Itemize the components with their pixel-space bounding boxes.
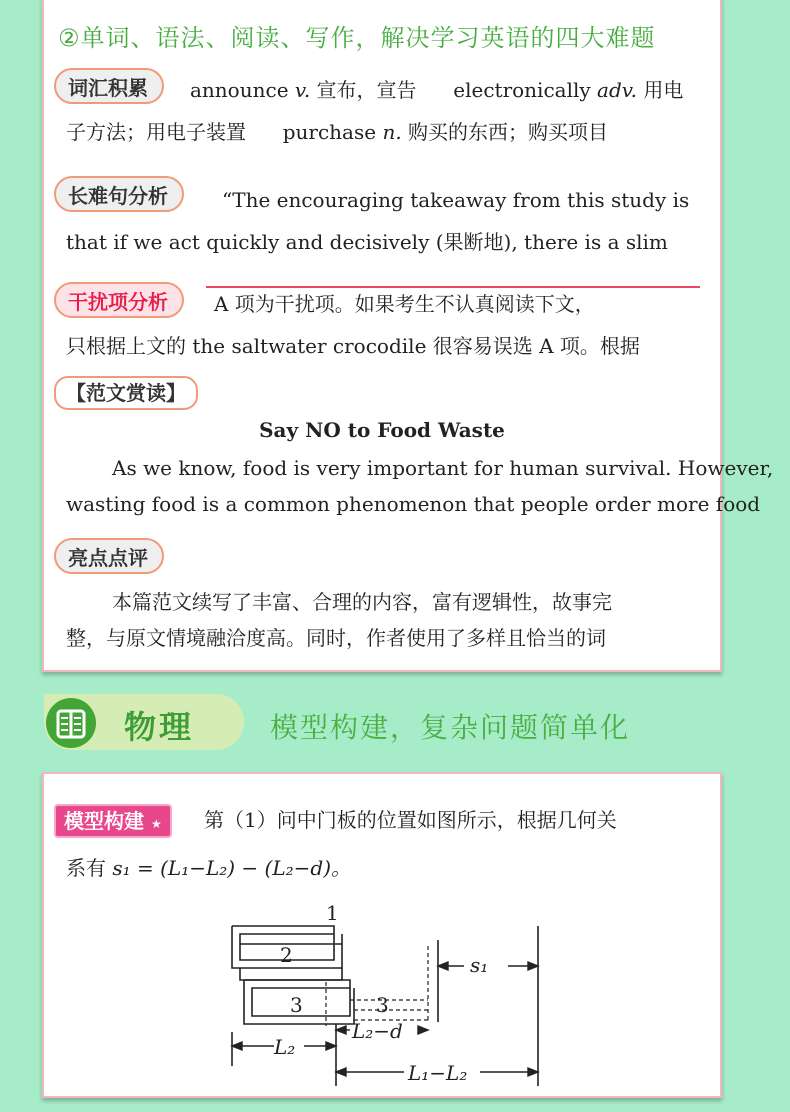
highlights-line-2: 整，与原文情境融洽度高。同时，作者使用了多样且恰当的词 bbox=[66, 626, 606, 650]
book-icon bbox=[46, 698, 96, 748]
highlights-line-1: 本篇范文续写了丰富、合理的内容，富有逻辑性，故事完 bbox=[112, 590, 612, 614]
label-plate-1: 1 bbox=[326, 901, 339, 925]
essay-line-1: As we know, food is very important for human survival. However, bbox=[112, 456, 774, 480]
vocab-line-2: 子方法；用电子装置 purchase n. 购买的东西；购买项目 bbox=[66, 120, 609, 144]
distractor-line-2: 只根据上文的 the saltwater crocodile 很容易误选 A 项。根据 bbox=[66, 334, 640, 358]
physics-subtitle: 模型构建，复杂问题简单化 bbox=[270, 711, 631, 744]
distractor-rule bbox=[206, 286, 700, 288]
sentence-tag: 长难句分析 bbox=[54, 176, 184, 212]
sentence-line-1: “The encouraging takeaway from this study is bbox=[222, 188, 690, 212]
label-s1: s₁ bbox=[470, 953, 489, 977]
physics-card bbox=[42, 772, 722, 1098]
door-diagram bbox=[214, 896, 594, 1096]
label-plate-2: 2 bbox=[280, 943, 293, 967]
label-L2: L₂ bbox=[274, 1035, 296, 1059]
distractor-tag: 干扰项分析 bbox=[54, 282, 184, 318]
physics-line-2: 系有 s₁ = (L₁−L₂) − (L₂−d)。 bbox=[66, 856, 352, 880]
physics-line-1: 第（1）问中门板的位置如图所示，根据几何关 bbox=[204, 808, 617, 832]
distractor-line-1: A 项为干扰项。如果考生不认真阅读下文， bbox=[214, 292, 595, 316]
english-heading: ②单词、语法、阅读、写作，解决学习英语的四大难题 bbox=[58, 24, 656, 52]
vocab-line-1: announce v. 宣布，宣告 electronically adv. 用电 bbox=[190, 78, 684, 102]
label-plate-3b: 3 bbox=[376, 993, 389, 1017]
english-card bbox=[42, 0, 774, 672]
label-L1-minus-L2: L₁−L₂ bbox=[408, 1061, 468, 1085]
label-L2-minus-d: L₂−d bbox=[352, 1019, 403, 1043]
model-building-tag: 模型构建 ★ bbox=[54, 804, 172, 838]
star-icon: ★ bbox=[150, 817, 162, 831]
essay-line-2: wasting food is a common phenomenon that people order more food bbox=[66, 492, 761, 516]
essay-title: Say NO to Food Waste bbox=[259, 418, 505, 442]
label-plate-3a: 3 bbox=[290, 993, 303, 1017]
sentence-line-2: that if we act quickly and decisively (果断地), there is a slim bbox=[66, 230, 668, 254]
model-essay-tag: 【范文赏读】 bbox=[54, 376, 198, 410]
highlights-tag: 亮点点评 bbox=[54, 538, 164, 574]
physics-formula: s₁ = (L₁−L₂) − (L₂−d)。 bbox=[112, 856, 352, 880]
physics-title: 物理 bbox=[124, 708, 195, 746]
vocab-tag: 词汇积累 bbox=[54, 68, 164, 104]
